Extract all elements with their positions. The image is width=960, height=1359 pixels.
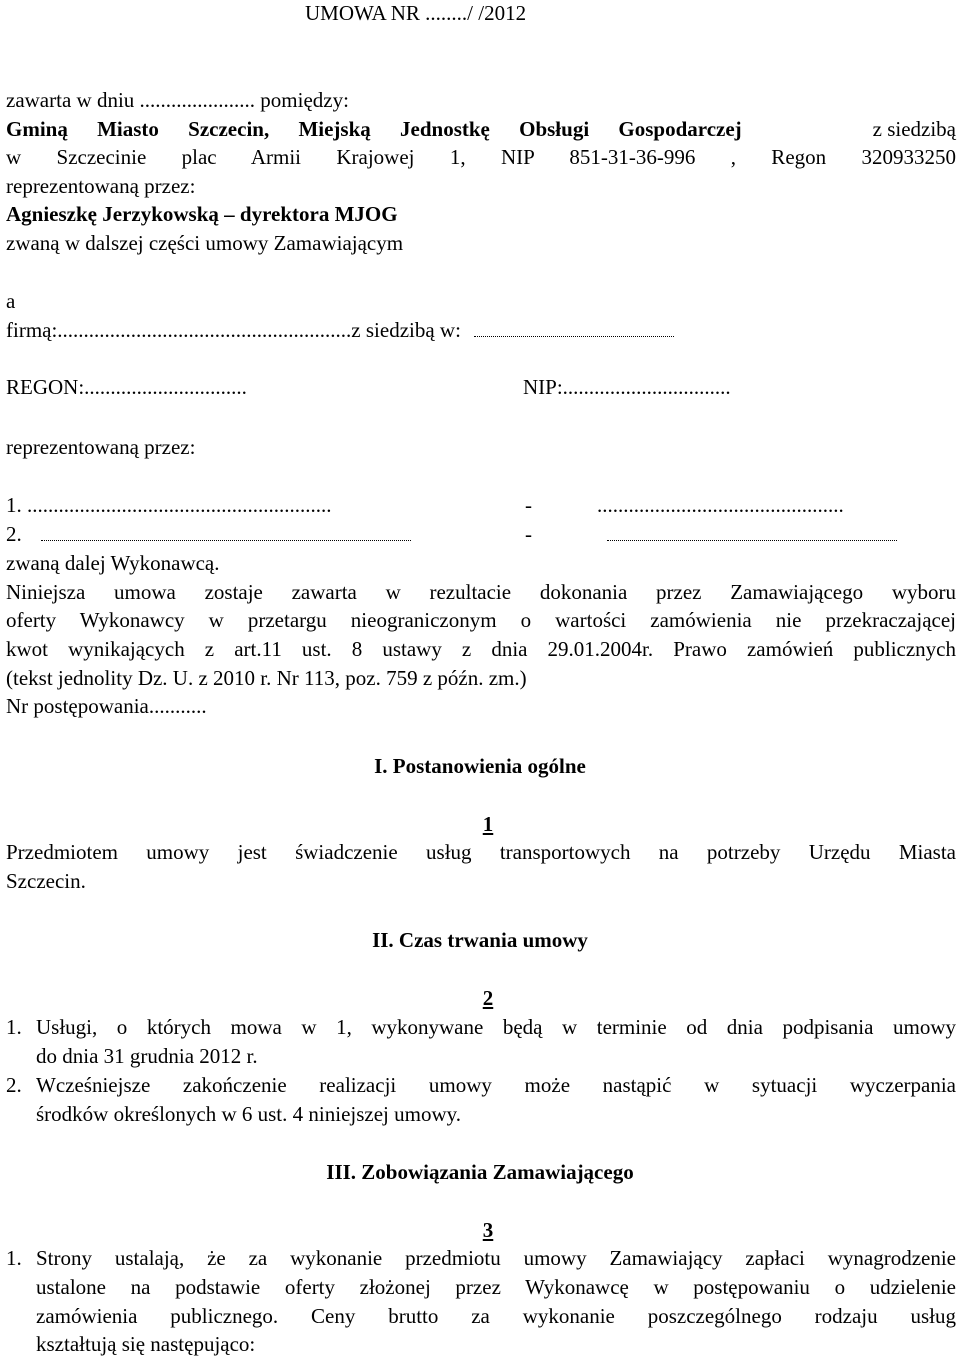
paragraph-3-number: 3 (482, 1218, 494, 1242)
paragraph-3-mark (0, 1216, 960, 1245)
regon-field: REGON:............................... (6, 375, 247, 399)
rep2-row (6, 520, 456, 549)
s3-item-1-number: 1. (6, 1246, 22, 1270)
s2-item-2-line-1: Wcześniejsze zakończenie realizacji umowy może nastąpić w sytuacji wyczerpania (36, 1073, 956, 1097)
s2-item-1-line-1: Usługi, o których mowa w 1, wykonywane będą w terminie od dnia podpisania umowy (36, 1015, 956, 1039)
s2-item-2-number: 2. (6, 1073, 22, 1097)
s2-item-2-line-2: środków określonych w 6 ust. 4 niniejszej umowy. (36, 1102, 462, 1126)
contractor-represented-by: reprezentowaną przez: (6, 435, 196, 459)
client-name-line (6, 115, 956, 144)
section-2-heading-text: II. Czas trwania umowy (372, 928, 588, 952)
firm-line (6, 316, 956, 345)
preamble-line-4: (tekst jednolity Dz. U. z 2010 r. Nr 113, poz. 759 z późn. zm.) (6, 666, 527, 690)
preamble-line-3: kwot wynikających z art.11 ust. 8 ustawy z dnia 29.01.2004r. Prawo zamówień publicznych (6, 637, 956, 661)
section-1-line-2: Szczecin. (6, 869, 86, 893)
s3-item-1-line-1: Strony ustalają, że za wykonanie przedmiotu umowy Zamawiający zapłaci wynagrodzenie (36, 1246, 956, 1270)
rep2-number: 2. (6, 522, 22, 546)
section-1-heading (0, 752, 960, 781)
preamble-line-2: oferty Wykonawcy w przetargu nieograniczonym o wartości zamówienia nie przekraczającej (6, 608, 956, 632)
client-represented-by: reprezentowaną przez: (6, 174, 196, 198)
section-3-heading-text: III. Zobowiązania Zamawiającego (326, 1160, 634, 1184)
paragraph-1-mark (0, 810, 960, 839)
preamble-line-1: Niniejsza umowa zostaje zawarta w rezultacie dokonania przez Zamawiającego wyboru (6, 580, 956, 604)
firm-seat-blank (474, 318, 674, 337)
procedure-number: Nr postępowania........... (6, 694, 207, 718)
section-1-heading-text: I. Postanowienia ogólne (374, 754, 586, 778)
client-address-line: w Szczecinie plac Armii Krajowej 1, NIP 851-31-36-996 , Regon 320933250 (6, 145, 956, 169)
client-seat-label: z siedzibą (872, 117, 956, 141)
rep1-name: 1. .......................................................... (6, 493, 332, 517)
rep2-name-blank (41, 522, 411, 541)
client-representative: Agnieszkę Jerzykowską – dyrektora MJOG (6, 202, 398, 226)
document-title: UMOWA NR ......../ /2012 (305, 1, 527, 25)
rep2-position-row (607, 520, 907, 549)
rep2-dash: - (525, 522, 532, 546)
rep2-position-blank (607, 522, 897, 541)
section-1-line-1: Przedmiotem umowy jest świadczenie usług transportowych na potrzeby Urzędu Miasta (6, 840, 956, 864)
rep1-dash: - (525, 493, 532, 517)
s2-item-1-line-2: do dnia 31 grudnia 2012 r. (36, 1044, 258, 1068)
s2-item-1-number: 1. (6, 1015, 22, 1039)
s3-item-1-line-4: kształtują się następująco: (36, 1332, 256, 1356)
paragraph-1-number: 1 (482, 812, 494, 836)
client-alias: zwaną w dalszej części umowy Zamawiającym (6, 231, 404, 255)
section-2-heading (0, 926, 960, 955)
section-3-heading (0, 1158, 960, 1187)
nip-field: NIP:................................ (523, 375, 731, 399)
client-name: Gminą Miasto Szczecin, Miejską Jednostkę Obsługi Gospodarczej (6, 117, 742, 141)
s3-item-1-line-3: zamówienia publicznego. Ceny brutto za wykonanie poszczególnego rodzaju usług (36, 1304, 956, 1328)
and-conjunction: a (6, 289, 16, 313)
s3-item-1-line-2: ustalone na podstawie oferty złożonej przez Wykonawcę w postępowaniu o udzielenie (36, 1275, 956, 1299)
firm-label: firmą:........................................................z siedzibą w: (6, 318, 461, 342)
intro-line: zawarta w dniu ...................... pomiędzy: (6, 88, 349, 112)
rep1-position: ............................................... (597, 493, 844, 517)
paragraph-2-mark (0, 984, 960, 1013)
contractor-alias: zwaną dalej Wykonawcą. (6, 551, 220, 575)
paragraph-2-number: 2 (482, 986, 494, 1010)
